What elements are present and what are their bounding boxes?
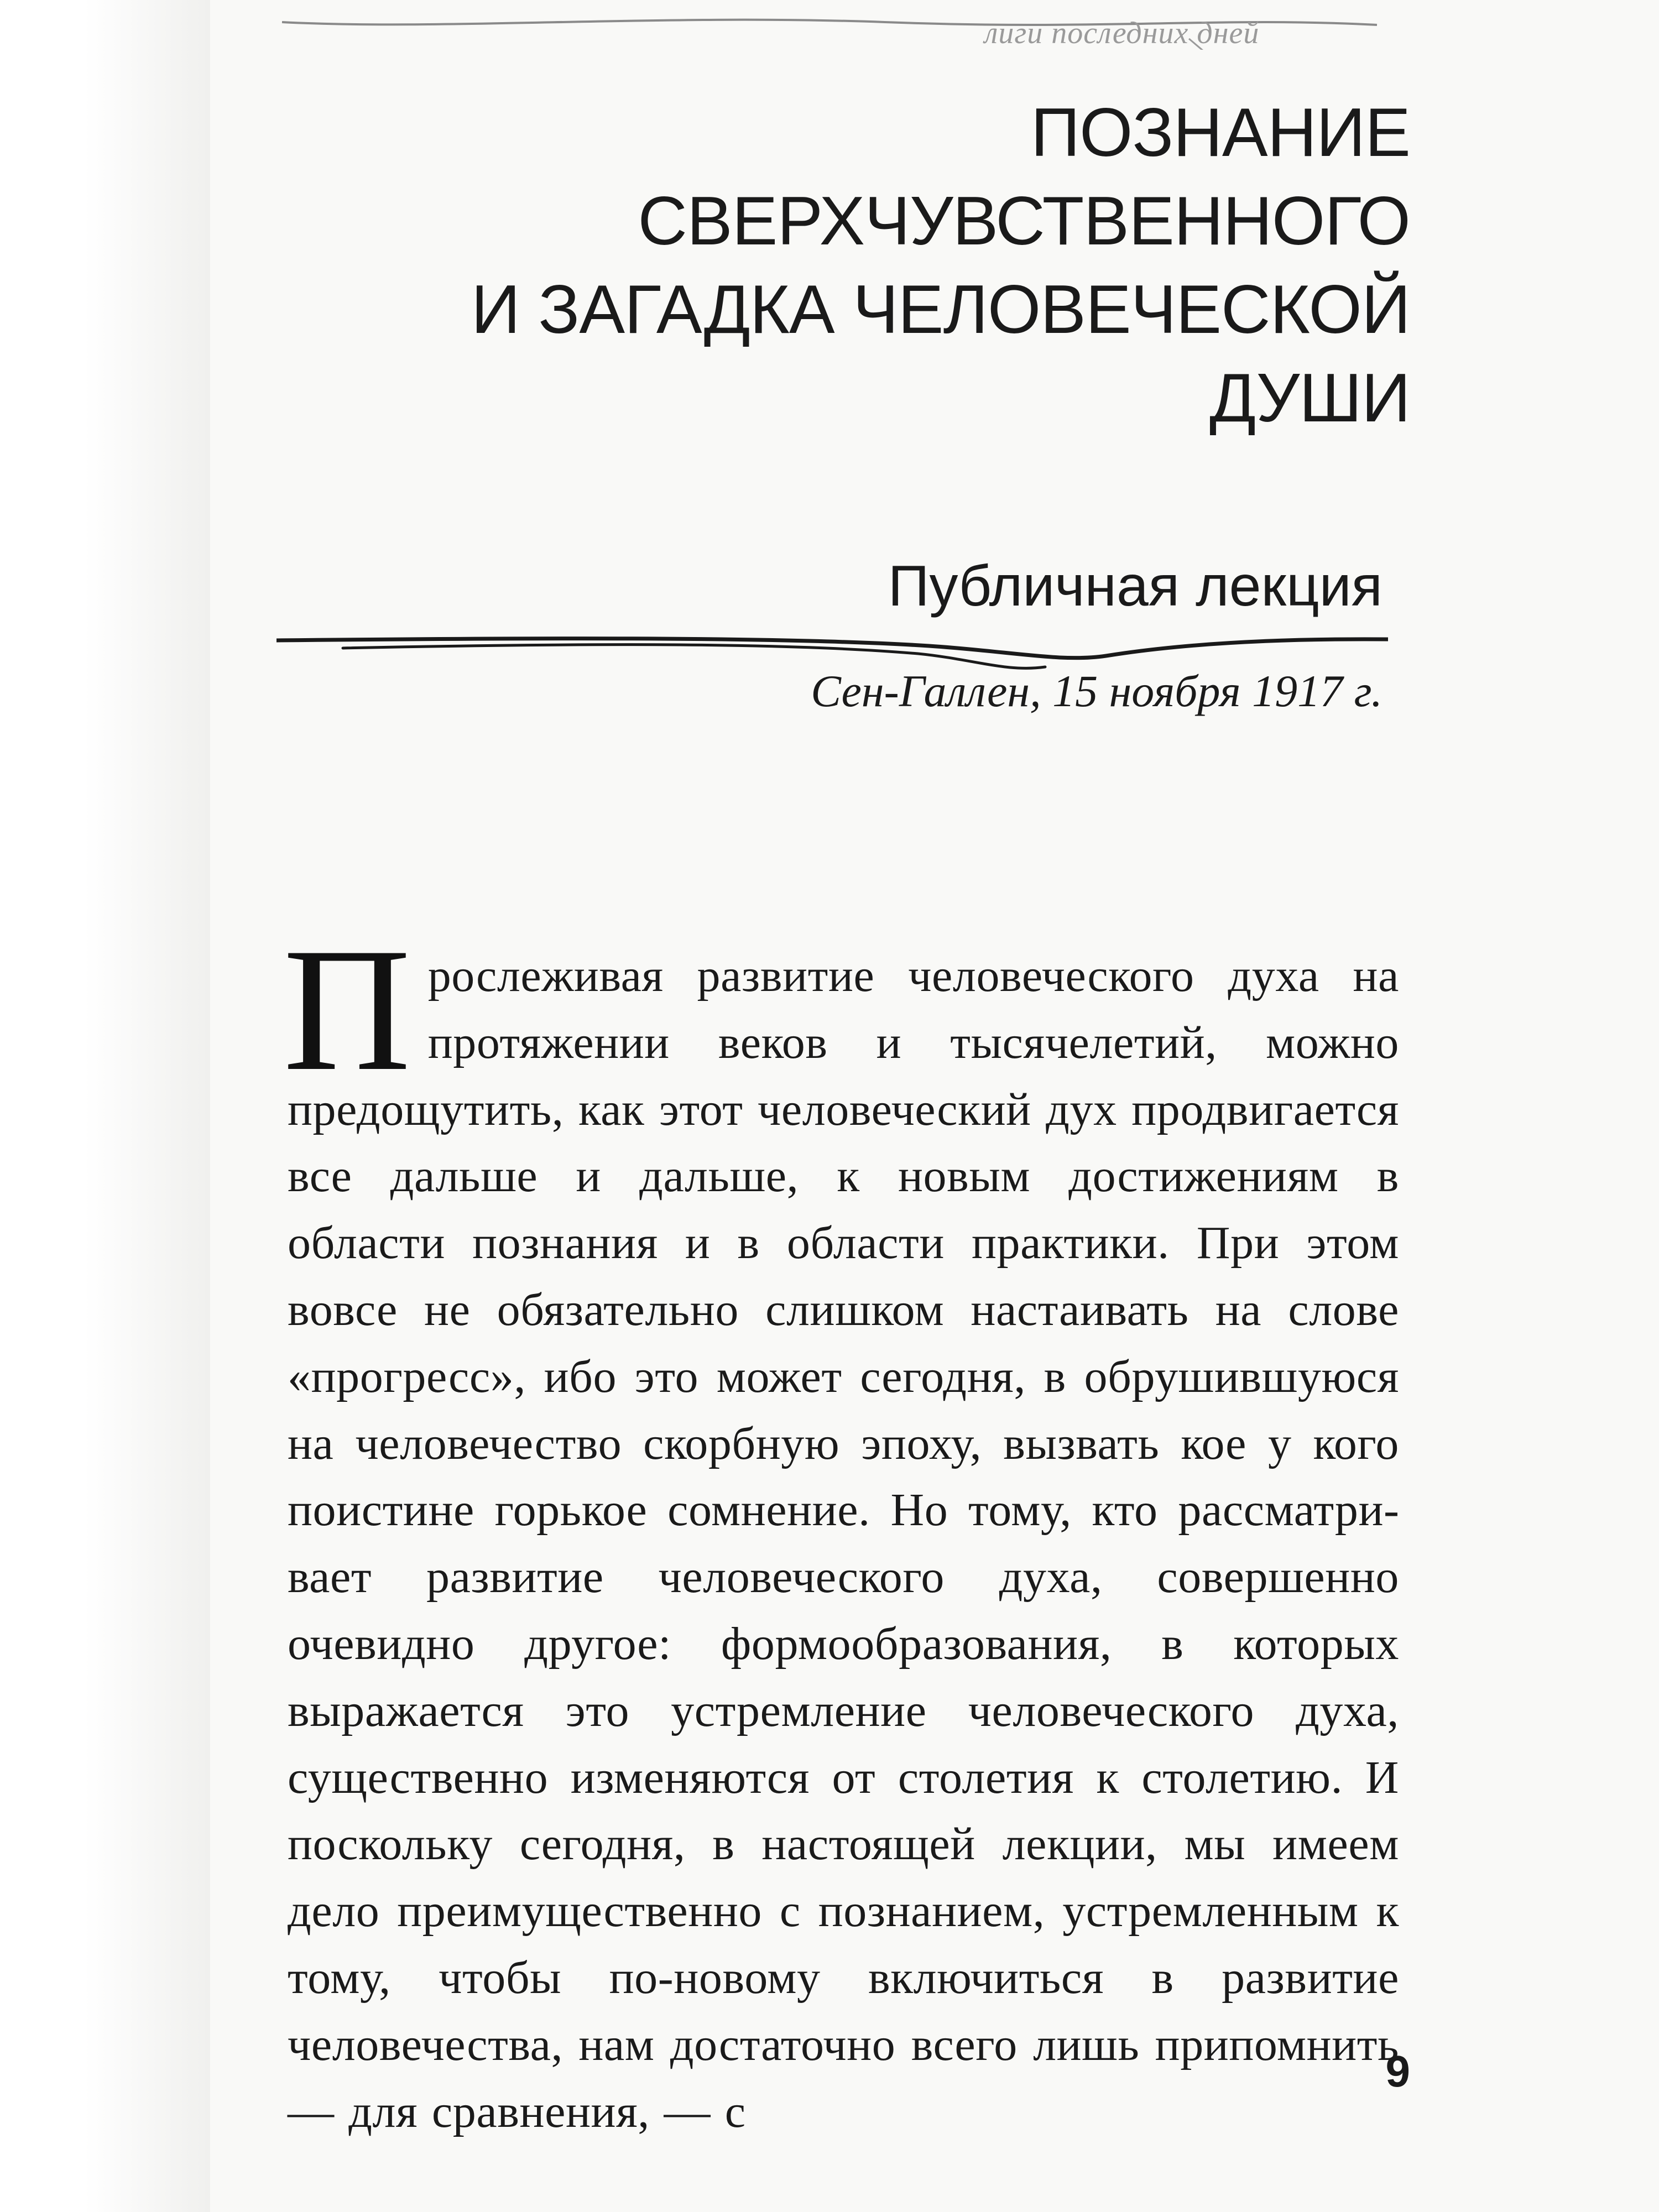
drop-cap: П (283, 912, 411, 1108)
chapter-title-line: ПОЗНАНИЕ СВЕРХЧУВСТВЕННОГО (638, 95, 1410, 259)
lecture-subtitle: Публичная лекция (888, 554, 1383, 618)
body-paragraph: рослеживая развитие человеческого духа на протяжении веков и тысячелетий, можно предощутить, как этот человеческий дух продвигается все дальше и дальше, к новым достижениям в области познания и в области практики. При этом вовсе не обязательно слишком настаивать на слове «прогресс», ибо это может сегодня, в обрушившуюся на человечество скорбную эпоху, вызвать кое у кого поистине горькое сомнение. Но тому, кто рассматривает развитие человеческого духа, совершенно очевидно другое: формообразования, в которых выражается это устремление человеческого духа, существенно изменяются от столетия к столетию. И поскольку сегодня, в настоящей лекции, мы имеем дело преимущественно с познанием, устремленным к тому, чтобы по-новому включиться в развитие человечества, нам достаточно всего лишь припомнить — для сравнения, — с (288, 950, 1399, 2137)
lecture-dateline: Сен-Галлен, 15 ноября 1917 г. (811, 666, 1383, 716)
body-text (283, 912, 1399, 2145)
chapter-title-line: И ЗАГАДКА ЧЕЛОВЕЧЕСКОЙ ДУШИ (471, 272, 1410, 436)
chapter-title (299, 88, 1410, 442)
running-header: лиги последних дней (984, 16, 1260, 50)
page-gutter-shadow (0, 0, 210, 2212)
page-number: 9 (1385, 2047, 1410, 2096)
